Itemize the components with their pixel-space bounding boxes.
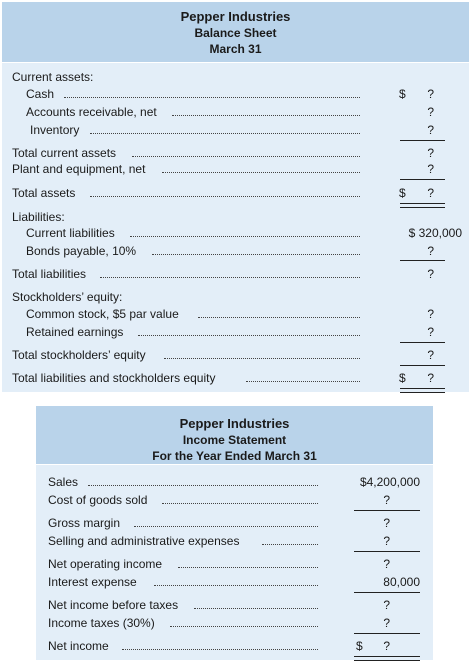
bs-double-underline [400, 203, 445, 208]
bs-row-total-liabilities-equity [2, 370, 469, 386]
is-sales-label: Sales [48, 475, 79, 489]
bs-equity-heading-row [2, 289, 469, 305]
bs-double-underline [400, 388, 445, 393]
bs-cash-dollar: $ [399, 87, 406, 101]
income-statement-body [36, 465, 433, 660]
bs-leader [198, 317, 360, 318]
is-leader [122, 649, 318, 650]
bs-cash-label: Cash [26, 87, 55, 101]
income-statement [36, 406, 433, 660]
bs-bonds-value: ? [427, 244, 434, 258]
bs-tle-dollar: $ [399, 371, 406, 385]
bs-leader [172, 115, 360, 116]
is-gm-label: Gross margin [48, 516, 121, 530]
bs-cl-label: Current liabilities [26, 226, 115, 240]
is-row-sales [36, 474, 433, 490]
bs-inventory-value: ? [427, 123, 434, 137]
bs-ta-value: ? [427, 186, 434, 200]
income-statement-header [36, 406, 433, 464]
is-underline [354, 592, 420, 593]
is-leader [262, 544, 318, 545]
bs-re-label: Retained earnings [26, 325, 124, 339]
bs-row-inventory [2, 122, 469, 138]
bs-row-plant-equipment [2, 161, 469, 177]
bs-row-cash [2, 86, 469, 102]
is-title: Income Statement [182, 433, 287, 447]
is-leader [134, 526, 318, 527]
bs-company-name: Pepper Industries [180, 9, 291, 24]
is-row-net-income-before-taxes [36, 597, 433, 613]
is-noi-label: Net operating income [48, 557, 163, 571]
bs-cs-value: ? [427, 307, 434, 321]
bs-row-total-liabilities [2, 266, 469, 282]
bs-row-accounts-receivable [2, 104, 469, 120]
balance-sheet [2, 2, 469, 392]
bs-cl-value: $ 320,000 [408, 226, 462, 240]
is-leader [154, 585, 318, 586]
is-row-net-income [36, 638, 433, 654]
is-gm-value: ? [383, 516, 390, 530]
is-ni-label: Net income [48, 639, 109, 653]
bs-ta-dollar: $ [399, 186, 406, 200]
bs-current-assets-heading: Current assets: [12, 70, 94, 84]
bs-leader [90, 133, 360, 134]
bs-leader [132, 156, 360, 157]
is-double-underline [354, 656, 420, 661]
bs-leader [64, 97, 360, 98]
bs-pe-value: ? [427, 162, 434, 176]
bs-pe-label: Plant and equipment, net [12, 162, 146, 176]
bs-leader [100, 277, 360, 278]
is-tax-value: ? [383, 616, 390, 630]
is-tax-label: Income taxes (30%) [48, 616, 155, 630]
bs-leader [164, 358, 360, 359]
bs-tle-value: ? [427, 371, 434, 385]
is-nibt-label: Net income before taxes [48, 598, 179, 612]
is-ie-value: 80,000 [383, 575, 420, 589]
bs-ar-label: Accounts receivable, net [26, 105, 157, 119]
bs-leader [138, 335, 360, 336]
bs-liabilities-heading: Liabilities: [12, 210, 65, 224]
is-row-cogs [36, 492, 433, 508]
bs-row-total-equity [2, 347, 469, 363]
bs-current-assets-heading-row [2, 69, 469, 85]
bs-underline [400, 342, 445, 343]
bs-row-retained-earnings [2, 324, 469, 340]
is-row-income-taxes [36, 615, 433, 631]
bs-date: March 31 [209, 42, 262, 56]
is-nibt-value: ? [383, 598, 390, 612]
is-underline [354, 633, 420, 634]
bs-liabilities-heading-row [2, 209, 469, 225]
bs-tca-value: ? [427, 146, 434, 160]
bs-row-total-current-assets [2, 145, 469, 161]
bs-cs-label: Common stock, $5 par value [26, 307, 179, 321]
bs-leader [162, 172, 360, 173]
is-leader [162, 503, 318, 504]
is-period: For the Year Ended March 31 [152, 449, 317, 463]
balance-sheet-header [2, 2, 469, 62]
bs-row-common-stock [2, 306, 469, 322]
is-cogs-value: ? [383, 493, 390, 507]
is-ni-value: ? [383, 639, 390, 653]
balance-sheet-body [2, 63, 469, 392]
bs-title: Balance Sheet [194, 26, 277, 40]
bs-leader [130, 236, 360, 237]
is-cogs-label: Cost of goods sold [48, 493, 148, 507]
bs-tle-label: Total liabilities and stockholders equity [12, 371, 216, 385]
is-row-net-operating-income [36, 556, 433, 572]
bs-tl-value: ? [427, 267, 434, 281]
is-underline [354, 510, 420, 511]
bs-te-value: ? [427, 348, 434, 362]
bs-ar-value: ? [427, 105, 434, 119]
bs-equity-heading: Stockholders’ equity: [12, 290, 123, 304]
is-ni-dollar: $ [356, 639, 363, 653]
is-row-interest-expense [36, 574, 433, 590]
bs-leader [90, 196, 360, 197]
bs-leader [246, 381, 360, 382]
is-row-gross-margin [36, 515, 433, 531]
is-leader [194, 608, 318, 609]
is-leader [178, 567, 318, 568]
is-row-selling-admin [36, 533, 433, 549]
is-sa-label: Selling and administrative expenses [48, 534, 240, 548]
is-leader [170, 626, 318, 627]
is-underline [354, 551, 420, 552]
bs-re-value: ? [427, 325, 434, 339]
bs-te-label: Total stockholders’ equity [12, 348, 146, 362]
bs-tca-label: Total current assets [12, 146, 117, 160]
bs-bonds-label: Bonds payable, 10% [26, 244, 137, 258]
is-company-name: Pepper Industries [179, 416, 290, 431]
is-ie-label: Interest expense [48, 575, 137, 589]
bs-underline [400, 260, 445, 261]
bs-underline [400, 140, 445, 141]
bs-leader [152, 254, 360, 255]
is-sa-value: ? [383, 534, 390, 548]
bs-tl-label: Total liabilities [12, 267, 87, 281]
bs-row-bonds-payable [2, 243, 469, 259]
bs-underline [400, 365, 445, 366]
is-sales-value: $4,200,000 [359, 475, 420, 489]
is-leader [88, 485, 318, 486]
bs-inventory-label: Inventory [30, 123, 80, 137]
bs-underline [400, 179, 445, 180]
is-noi-value: ? [383, 557, 390, 571]
bs-row-current-liabilities [2, 225, 469, 241]
bs-ta-label: Total assets [12, 186, 76, 200]
bs-row-total-assets [2, 185, 469, 201]
bs-cash-value: ? [427, 87, 434, 101]
